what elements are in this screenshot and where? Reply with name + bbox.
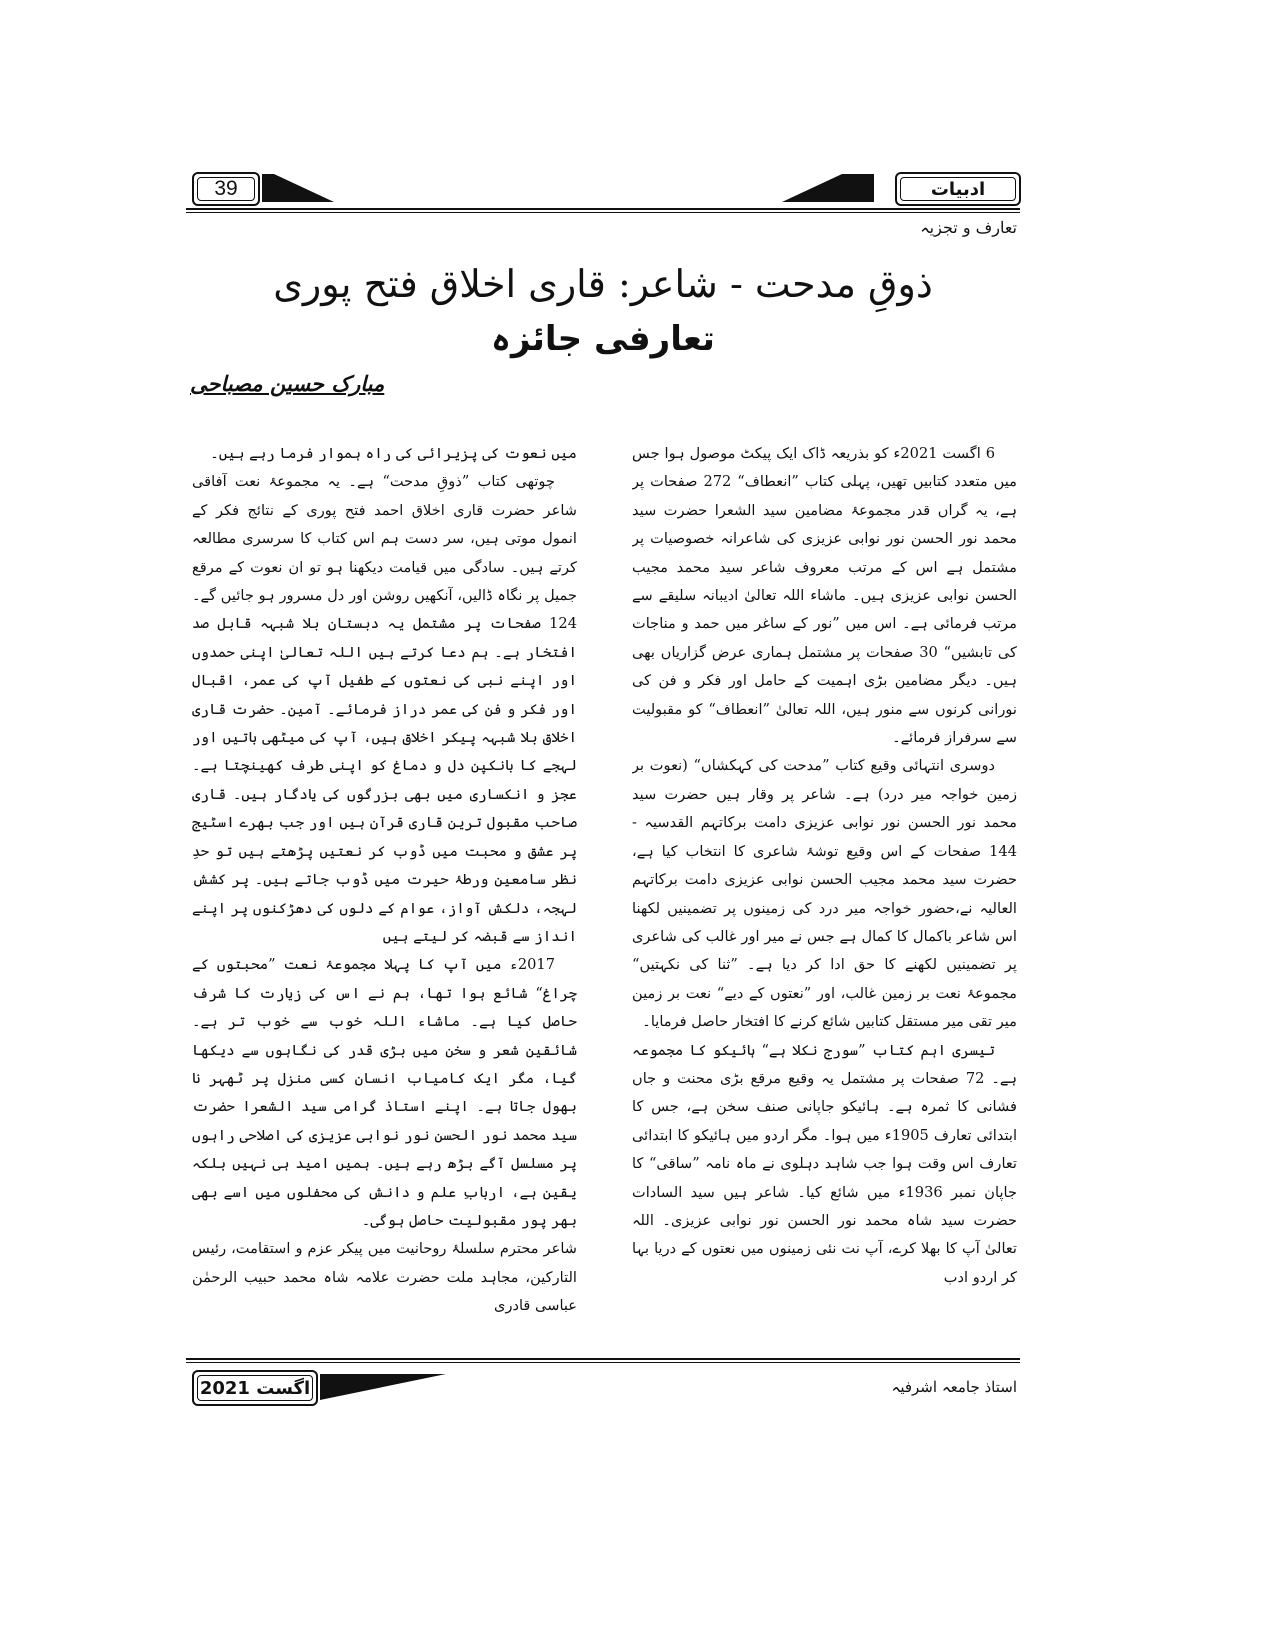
paragraph: شاعر محترم سلسلۂ روحانیت میں پیکر عزم و استقامت، رئیس التارکین، مجاہد ملت حضرت علامہ شاہ محمد حبیب الرحمٰن عباسی قادری [192,1240,577,1315]
right-column [632,440,1017,1340]
section-label: ادبیات [895,172,1021,206]
footer-rule-thin [186,1362,1020,1363]
paragraph: دوسری انتہائی وقیع کتاب ”مدحت کی کہکشاں“ (نعوت بر زمین خواجہ میر درد) ہے۔ شاعر پر وقار ہیں حضرت سید محمد نور الحسن نور نوابی عزیزی دامت برکاتہم القدسیہ - 144 صفحات کے اس وقیع توشۂ شاعری کا انتخاب کیا ہے، حضرت سید محمد مجیب الحسن نوابی عزیزی دامت برکاتہم العالیہ نے،حضور خواجہ میر درد کی زمینوں پر تضمینیں لکھنا اس شاعر باکمال کا کمال ہے جس نے میر اور غالب کی شاعری پر تضمینیں لکھنے کا حق ادا کر دیا ہے۔ ”ثنا کی نکہتیں“ مجموعۂ نعت بر زمین غالب، اور ”نعتوں کے دیے“ نعت بر زمین میر تقی میر مستقل کتابیں شائع کرنے کا افتخار حاصل فرمایا۔ [632,757,1017,1031]
paragraph: 2017ء میں آپ کا پہلا مجموعۂ نعت ”محبتوں کے چراغ“ شائع ہوا تھا، ہم نے اس کی زیارت کا شرف حاصل کیا ہے۔ ماشاء اللہ خوب سے خوب تر ہے۔ شائقین شعر و سخن میں بڑی قدر کی نگاہوں سے دیکھا گیا، مگر ایک کامیاب انسان کسی منزل پر ٹھہر نا بھول جاتا ہے۔ اپنے استاذ گرامی سید الشعرا حضرت سید محمد نور الحسن نور نوابی عزیزی کی اصلاحی راہوں پر مسلسل آگے بڑھ رہے ہیں۔ ہمیں امید ہی نہیں بلکہ یقین ہے، اربابِ علم و دانش کی محفلوں میں اسے بھی بھر پور مقبولیت حاصل ہوگی۔ [192,956,577,1229]
author-name: مبارک حسین مصباحی [190,372,385,396]
paragraph: 6 اگست 2021ء کو بذریعہ ڈاک ایک پیکٹ موصول ہوا جس میں متعدد کتابیں تھیں، پہلی کتاب ”انعطاف“ 272 صفحات پر ہے، یہ گراں قدر مجموعۂ مضامین سید الشعرا حضرت سید محمد نور الحسن نور نوابی عزیزی کی شاعرانہ خصوصیات پر مشتمل ہے اس کے مرتب معروف شاعر سید محمد مجیب الحسن نوابی عزیزی ہیں۔ ماشاء اللہ تعالیٰ ادیبانہ سلیقے سے مرتب فرمائی ہے۔ اس میں ”نور کے ساغر میں حمد و مناجات کی تابشیں“ 30 صفحات پر مشتمل ہماری عرض گزاریاں بھی ہیں۔ دیگر مضامین بڑی اہمیت کے حامل اور فکر و فن کی نورانی کرنوں سے منور ہیں، اللہ تعالیٰ ”انعطاف“ کو مقبولیت سے سرفراز فرمائے۔ [632,445,1017,747]
page-number: 39 [192,172,260,206]
paragraph: چوتھی کتاب ”ذوقِ مدحت“ ہے۔ یہ مجموعۂ نعت آفاقی شاعر حضرت قاری اخلاق احمد فتح پوری کے نتائج فکر کے انمول موتی ہیں، سر دست ہم اس کتاب کا سرسری مطالعہ کرتے ہیں۔ سادگی میں قیامت دیکھنا ہو تو ان نعوت کے مرقع جمیل پر نگاہ ڈالیں، آنکھیں روشن اور دل مسرور ہو جائیں گے۔ 124 صفحات پر مشتمل یہ دبستان بلا شبہہ قابل صد افتخار ہے۔ ہم دعا کرتے ہیں اللہ تعالیٰ اپنی حمدوں اور اپنے نبی کی نعتوں کے طفیل آپ کی عمر، اقبال اور فکر و فن کی عمر دراز فرمائے۔ آمین۔ حضرت قاری اخلاق بلا شبہہ پیکر اخلاق ہیں، آپ کی میٹھی باتیں اور لہجے کا بانکپن دل و دماغ کو اپنی طرف کھینچتا ہے۔ عجز و انکساری میں بھی بزرگوں کی یادگار ہیں۔ قاری صاحب مقبول ترین قاری قرآن ہیں اور جب بھرے اسٹیج پر عشق و محبت میں ڈوب کر نعتیں پڑھتے ہیں تو حدِ نظر سامعین ورطۂ حیرت میں ڈوب جاتے ہیں۔ پر کشش لہجہ، دلکش آواز، عوام کے دلوں کی دھڑکنوں پر اپنے انداز سے قبضہ کر لیتے ہیں [192,473,577,945]
article-title: ذوقِ مدحت - شاعر: قاری اخلاق فتح پوری [273,262,933,306]
header-arrow-decoration [262,172,890,206]
article-subtitle: تعارفی جائزہ [491,319,715,359]
author-affiliation: استاذ جامعہ اشرفیہ [891,1378,1017,1396]
paragraph: تیسری اہم کتاب ”سورج نکلا ہے“ ہائیکو کا مجموعہ ہے۔ 72 صفحات پر مشتمل یہ وقیع مرقع بڑی محنت و جاں فشانی کا ثمرہ ہے۔ ہائیکو جاپانی صنف سخن ہے، جس کا ابتدائی تعارف 1905ء میں ہوا۔ مگر اردو میں ہائیکو کا ابتدائی تعارف اس وقت ہوا جب شاہد دہلوی نے ماہ نامہ ”ساقی“ کا جاپان نمبر 1936ء میں شائع کیا۔ شاعر ہیں سید السادات حضرت سید شاہ محمد نور الحسن نور نوابی عزیزی۔ اللہ تعالیٰ آپ کا بھلا کرے، آپ نت نئی زمینوں میں نعتوں کے دریا بہا کر اردو ادب [632,1041,1017,1286]
paragraph: میں نعوت کی پزیرائی کی راہ ہموار فرما رہے ہیں۔ [210,445,577,462]
left-column [192,440,577,1340]
footer-arrow-decoration [320,1370,450,1404]
issue-date: اگست 2021 [192,1370,318,1406]
category-label: تعارف و تجزیہ [920,218,1017,237]
header-rule [186,208,1020,210]
header-rule-thin [186,212,1020,213]
footer-rule [186,1358,1020,1360]
